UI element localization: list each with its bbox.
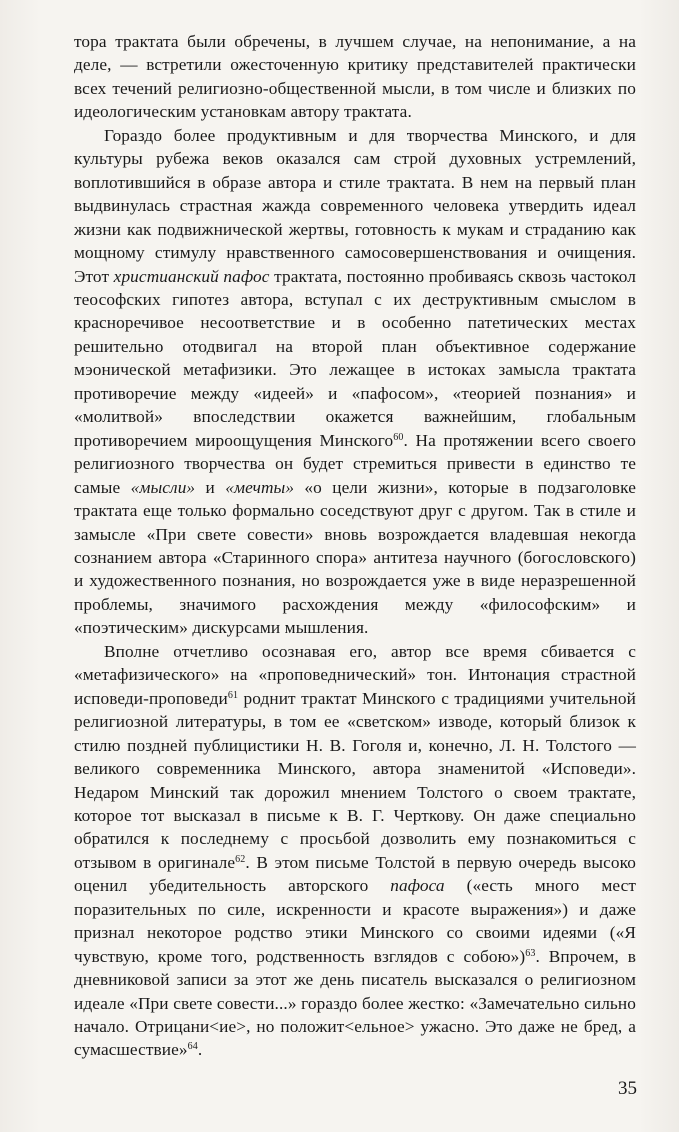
paragraph — [74, 124, 636, 640]
paragraph — [74, 640, 636, 1062]
italic-text: пафоса — [390, 876, 445, 896]
text-segment: трактата, постоянно пробиваясь сквозь частокол теософских гипотез автора, вступал с их деструктивным смыслом в красноречивое несоответствие и в особенно патетических местах решительно отодвигал на второй план объективное содержание мэонической метафизики. Это лежащее в истоках замысла трактата противоречие между «идеей» и «пафосом», «теорией познания» и «молитвой» впоследствии окажется важнейшим, глобальным противоречием мироощущения Минского — [74, 266, 636, 450]
body-text — [74, 30, 636, 1062]
paragraph — [74, 30, 636, 124]
italic-text: «мысли» — [130, 477, 196, 497]
text-segment: роднит трактат Минского с традициями учительной религиозной литературы, в том ее «светском» изводе, который близок к стилю поздней публицистики Н. В. Гоголя и, конечно, Л. Н. Толстого — великого современника Минского, автора знаменитой «Исповеди». Недаром Минский так дорожил мнением Толстого о своем трактате, которое тот высказал в письме к В. Г. Черткову. Он даже специально обратился к последнему с просьбой дозволить ему познакомиться с отзывом в оригинале — [74, 688, 636, 872]
page-number: 35 — [618, 1078, 637, 1099]
text-segment: тора трактата были обречены, в лучшем случае, на непонимание, а на деле, — встретили ожесточенную критику представителей практически всех течений религиозно-общественной мысли, в том числе и близких по идеологическим установкам автору трактата. — [74, 32, 636, 122]
text-segment: («есть много мест поразительных по силе, искренности и красоте выражения») и даже признал некоторое родство этики Минского со своими идеями («Я чувствую, кроме того, родственность взглядов с собою») — [74, 876, 636, 966]
text-segment: «о цели жизни», которые в подзаголовке трактата еще только формально соседствуют друг с другом. Так в стиле и замысле «При свете совести» вновь возрождается владевшая некогда сознанием автора «Старинного спора» антитеза научного (богословского) и художественного познания, но возрождается уже в виде неразрешенной проблемы, значимого расхождения между «философским» и «поэтическим» дискурсами мышления. — [74, 477, 636, 638]
footnote-ref: 63 — [525, 947, 536, 959]
text-segment: . На протяжении всего своего религиозного творчества он будет стремиться привести в единство те самые — [74, 430, 636, 497]
text-segment: . — [197, 1040, 203, 1060]
footnote-ref: 62 — [235, 853, 246, 865]
text-segment: Гораздо более продуктивным и для творчества Минского, и для культуры рубежа веков оказался сам строй духовных устремлений, воплотившийся в образе автора и стиле трактата. В нем на первый план выдвинулась страстная жажда современного человека утвердить идеал жизни как подвижнической жертвы, готовность к мукам и страданию как мощному стимулу нравственного самосовершенствования и очищения. Этот — [74, 125, 636, 286]
footnote-ref: 61 — [227, 689, 239, 701]
italic-text: «мечты» — [225, 477, 295, 497]
footnote-ref: 64 — [187, 1041, 198, 1053]
text-segment: Вполне отчетливо осознавая его, автор все время сбивается с «метафизического» на «проповеднический» тон. Интонация страстной исповеди-проповеди — [74, 641, 636, 708]
text-segment: и — [195, 477, 226, 497]
italic-text: христианский пафос — [113, 266, 270, 286]
footnote-ref: 60 — [393, 431, 404, 443]
text-segment: . В этом письме Толстой в первую очередь высоко оценил убедительность авторского — [74, 852, 636, 896]
text-segment: . Впрочем, в дневниковой записи за этот же день писатель высказался о религиозном идеале «При свете совести...» гораздо более жестко: «Замечательно сильно начало. Отрицани<ие>, но положит<ельное> ужасно. Это даже не бред, а сумасшествие» — [74, 946, 636, 1060]
